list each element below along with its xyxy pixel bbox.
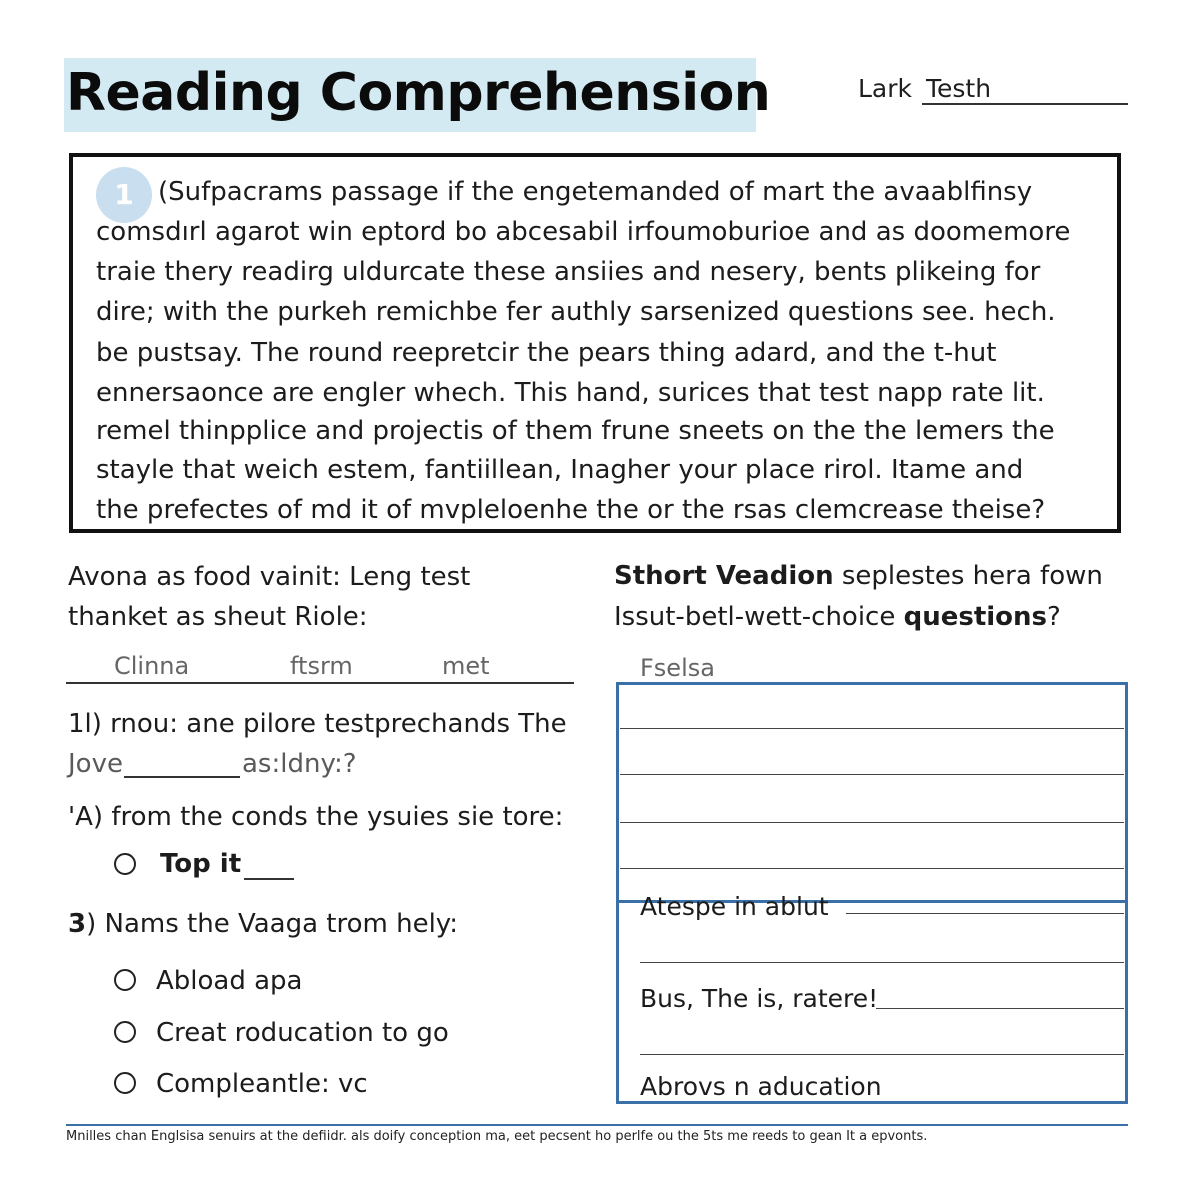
name-label: Lark <box>858 74 913 103</box>
option-blank[interactable] <box>244 878 294 880</box>
passage-line: ennersaonce are engler whech. This hand, surices that test napp rate lit. <box>96 378 1045 408</box>
answer-text: Atespe in ablut <box>640 892 829 921</box>
footer-divider <box>66 1124 1128 1126</box>
passage-line: (Sufpacrams passage if the engetemanded of mart the avaablfinsy <box>158 177 1033 207</box>
name-underline <box>922 103 1128 105</box>
option-label: Compleantle: vc <box>156 1069 368 1099</box>
subheading-suffix: ? <box>1047 602 1061 632</box>
field-fselsa[interactable]: Fselsa <box>640 654 715 682</box>
answer-line[interactable] <box>876 1008 1124 1009</box>
answer-text: Abrovs n aducation <box>640 1072 882 1101</box>
answer-line[interactable] <box>640 1054 1124 1055</box>
subheading-prefix: Issut-betl-wett-choice <box>614 602 904 632</box>
radio-option[interactable] <box>114 969 136 991</box>
question-3-number: 3 <box>68 909 87 939</box>
passage-line: dire; with the purkeh remichbe fer authly sarsenized questions see. hech. <box>96 297 1056 327</box>
heading-bold: Sthort Veadion <box>614 561 834 591</box>
passage-number-badge: 1 <box>96 167 152 223</box>
radio-option[interactable] <box>114 1021 136 1043</box>
instructions-line-2: thanket as sheut Riole: <box>68 602 368 632</box>
passage-line: remel thinpplice and projectis of them frune sneets on the the lemers the <box>96 416 1055 446</box>
field-ftsrm[interactable]: ftsrm <box>290 652 353 680</box>
passage-line: the prefectes of md it of mvpleloenhe the or the rsas clemcrease theise? <box>96 495 1046 525</box>
passage-line: stayle that weich estem, fantiillean, Inagher your place rirol. Itame and <box>96 455 1024 485</box>
passage-line: comsdırl agarot win eptord bo abcesabil irfoumoburioe and as doomemore <box>96 217 1071 247</box>
option-label: Creat roducation to go <box>156 1018 449 1048</box>
question-3 <box>68 904 458 944</box>
short-answer-heading <box>614 556 1103 596</box>
answer-text: Bus, The is, ratere! <box>640 984 879 1013</box>
question-1: 1l) rnou: ane pilore testprechands The <box>68 709 567 739</box>
question-3-text: ) Nams the Vaaga trom hely: <box>86 909 459 939</box>
page-title: Reading Comprehension <box>66 63 771 123</box>
question-1-blank[interactable] <box>124 776 240 778</box>
fields-underline <box>66 682 574 684</box>
answer-line[interactable] <box>620 774 1124 775</box>
passage-line: traie thery readirg uldurcate these ansiies and nesery, bents plikeing for <box>96 257 1041 287</box>
short-answer-subheading <box>614 597 1061 637</box>
question-a: 'A) from the conds the ysuies sie tore: <box>68 802 564 832</box>
question-1-suffix: as:ldny:? <box>242 749 357 779</box>
answer-line[interactable] <box>620 728 1124 729</box>
option-top-it: Top it <box>160 849 242 879</box>
radio-option[interactable] <box>114 853 136 875</box>
passage-line: be pustsay. The round reepretcir the pears thing adard, and the t-hut <box>96 338 997 368</box>
question-1-prefix: Jove <box>68 749 123 779</box>
radio-option[interactable] <box>114 1072 136 1094</box>
heading-rest: seplestes hera fown <box>833 561 1103 591</box>
field-clinna[interactable]: Clinna <box>114 652 190 680</box>
option-label: Abload apa <box>156 966 303 996</box>
footer-note: Mnilles chan Englsisa senuirs at the defiidr. als doify conception ma, eet pecsent ho perlfe ou the 5ts me reeds to gean It a epvonts. <box>66 1129 928 1144</box>
answer-line[interactable] <box>640 962 1124 963</box>
field-met[interactable]: met <box>442 652 490 680</box>
answer-line[interactable] <box>620 868 1124 869</box>
subheading-bold: questions <box>903 602 1048 632</box>
answer-line[interactable] <box>620 822 1124 823</box>
answer-line[interactable] <box>846 913 1124 914</box>
name-field[interactable]: Testh <box>926 74 992 103</box>
instructions-line-1: Avona as food vainit: Leng test <box>68 562 471 592</box>
